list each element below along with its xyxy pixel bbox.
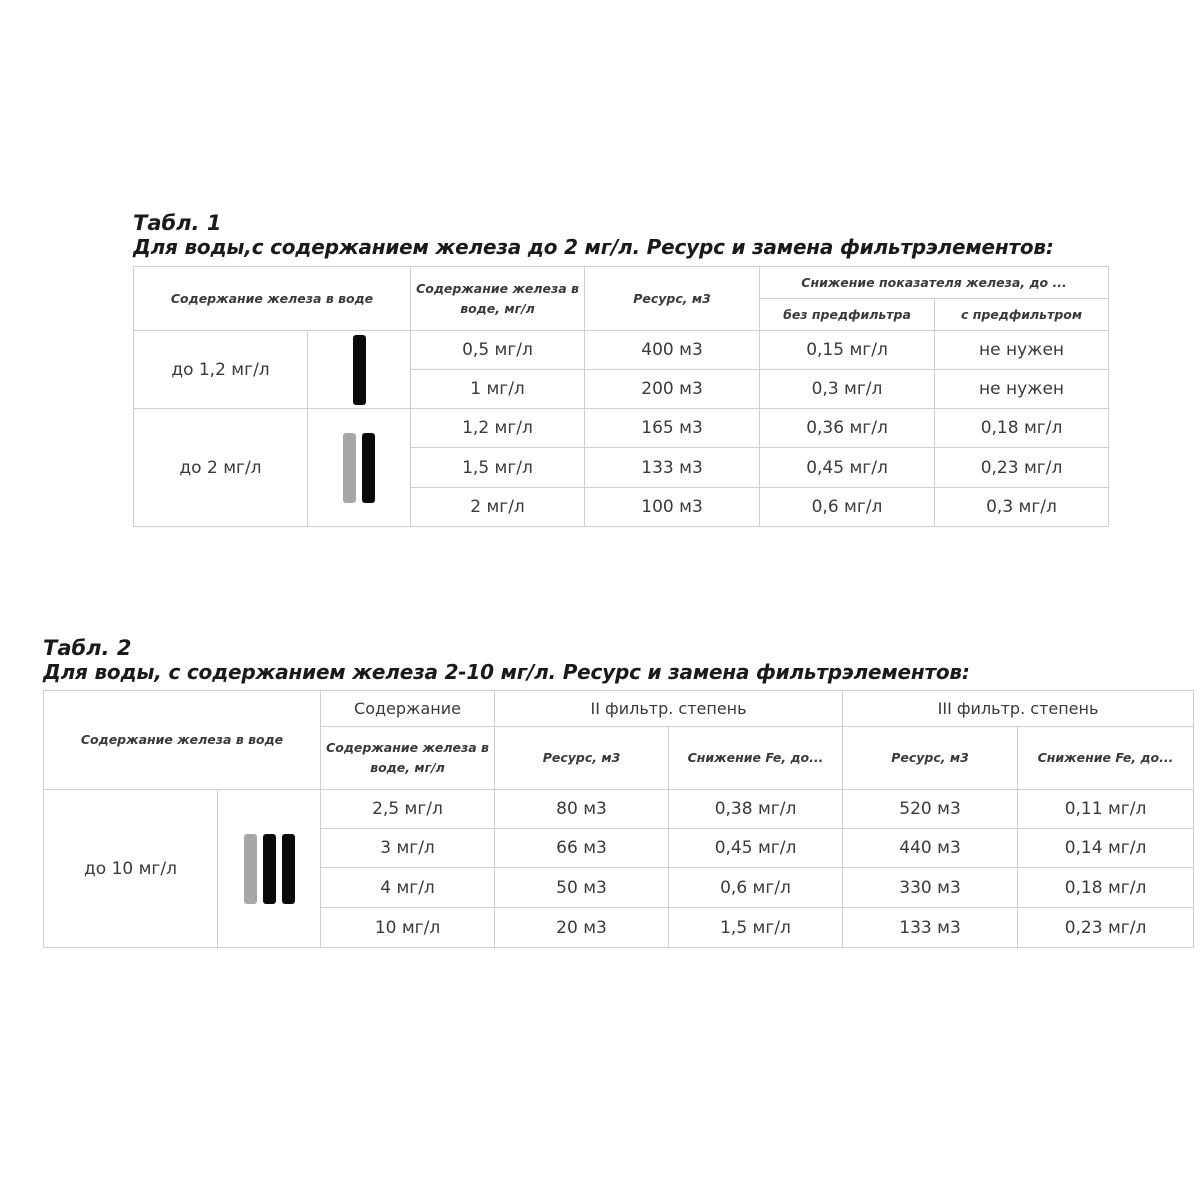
- cell-iron: 0,5 мг/л: [411, 331, 585, 370]
- header-reduction-2: Снижение Fe, до...: [669, 727, 843, 790]
- black-cartridge-icon: [362, 433, 375, 503]
- cell-with: не нужен: [935, 331, 1109, 370]
- table-row: [134, 331, 1109, 370]
- header-stage-2: II фильтр. степень: [495, 691, 843, 727]
- group-label: до 1,2 мг/л: [134, 331, 308, 409]
- table-1-title: Для воды,с содержанием железа до 2 мг/л. Ресурс и замена фильтрэлементов:: [133, 235, 1054, 259]
- cell-reduction-2: 1,5 мг/л: [669, 908, 843, 948]
- cell-iron: 3 мг/л: [321, 829, 495, 868]
- table-row: [134, 409, 1109, 448]
- black-cartridge-icon: [263, 834, 276, 904]
- cell-resource: 400 м3: [585, 331, 760, 370]
- header-iron: Содержание железа в воде, мг/л: [411, 267, 585, 331]
- cell-resource: 165 м3: [585, 409, 760, 448]
- cell-iron: 1,5 мг/л: [411, 448, 585, 488]
- gray-cartridge-icon: [343, 433, 356, 503]
- header-without-prefilter: без предфильтра: [760, 299, 935, 331]
- cell-reduction-3: 0,11 мг/л: [1018, 790, 1194, 829]
- header-with-prefilter: с предфильтром: [935, 299, 1109, 331]
- cell-iron: 2,5 мг/л: [321, 790, 495, 829]
- header-content-iron: Содержание железа в воде: [44, 691, 321, 790]
- cell-iron: 10 мг/л: [321, 908, 495, 948]
- cell-resource: 100 м3: [585, 488, 760, 527]
- cartridge-icons: [308, 409, 411, 527]
- header-resource-2: Ресурс, м3: [495, 727, 669, 790]
- table-row: [44, 790, 1194, 829]
- header-content: Содержание железа в воде: [134, 267, 411, 331]
- cell-resource-2: 50 м3: [495, 868, 669, 908]
- header-reduction-3: Снижение Fe, до...: [1018, 727, 1194, 790]
- cell-iron: 1 мг/л: [411, 370, 585, 409]
- cartridge-icons: [308, 331, 411, 409]
- cell-resource-3: 133 м3: [843, 908, 1018, 948]
- black-cartridge-icon: [282, 834, 295, 904]
- cell-resource-3: 440 м3: [843, 829, 1018, 868]
- cell-iron: 4 мг/л: [321, 868, 495, 908]
- cell-reduction-2: 0,6 мг/л: [669, 868, 843, 908]
- cell-reduction-3: 0,23 мг/л: [1018, 908, 1194, 948]
- table-2-title: Для воды, с содержанием железа 2-10 мг/л. Ресурс и замена фильтрэлементов:: [43, 660, 970, 684]
- cell-without: 0,15 мг/л: [760, 331, 935, 370]
- table-2: [43, 690, 1194, 948]
- cell-resource-3: 330 м3: [843, 868, 1018, 908]
- table-2-number: Табл. 2: [43, 636, 132, 660]
- cell-without: 0,36 мг/л: [760, 409, 935, 448]
- gray-cartridge-icon: [244, 834, 257, 904]
- group-label: до 2 мг/л: [134, 409, 308, 527]
- cell-iron: 2 мг/л: [411, 488, 585, 527]
- table-1-header-row: [134, 267, 1109, 299]
- cartridge-icons: [218, 790, 321, 948]
- cell-resource-2: 80 м3: [495, 790, 669, 829]
- cell-resource: 200 м3: [585, 370, 760, 409]
- cell-with: 0,18 мг/л: [935, 409, 1109, 448]
- table-1-section: [133, 211, 1109, 527]
- cell-reduction-3: 0,14 мг/л: [1018, 829, 1194, 868]
- cell-reduction-3: 0,18 мг/л: [1018, 868, 1194, 908]
- cell-without: 0,6 мг/л: [760, 488, 935, 527]
- cell-with: не нужен: [935, 370, 1109, 409]
- group-label: до 10 мг/л: [44, 790, 218, 948]
- cell-without: 0,3 мг/л: [760, 370, 935, 409]
- header-stage-3: III фильтр. степень: [843, 691, 1194, 727]
- header-iron: Содержание железа в воде, мг/л: [321, 727, 495, 790]
- table-2-header-row: [44, 691, 1194, 727]
- table-2-section: [43, 636, 1194, 948]
- cell-resource-3: 520 м3: [843, 790, 1018, 829]
- cell-with: 0,23 мг/л: [935, 448, 1109, 488]
- header-content: Содержание: [321, 691, 495, 727]
- table-1: [133, 266, 1109, 527]
- cell-with: 0,3 мг/л: [935, 488, 1109, 527]
- cell-reduction-2: 0,45 мг/л: [669, 829, 843, 868]
- cell-resource-2: 20 м3: [495, 908, 669, 948]
- cell-resource-2: 66 м3: [495, 829, 669, 868]
- cell-iron: 1,2 мг/л: [411, 409, 585, 448]
- cell-without: 0,45 мг/л: [760, 448, 935, 488]
- black-cartridge-icon: [353, 335, 366, 405]
- header-reduction: Снижение показателя железа, до ...: [760, 267, 1109, 299]
- header-resource-3: Ресурс, м3: [843, 727, 1018, 790]
- cell-reduction-2: 0,38 мг/л: [669, 790, 843, 829]
- cell-resource: 133 м3: [585, 448, 760, 488]
- table-1-number: Табл. 1: [133, 211, 222, 235]
- header-resource: Ресурс, м3: [585, 267, 760, 331]
